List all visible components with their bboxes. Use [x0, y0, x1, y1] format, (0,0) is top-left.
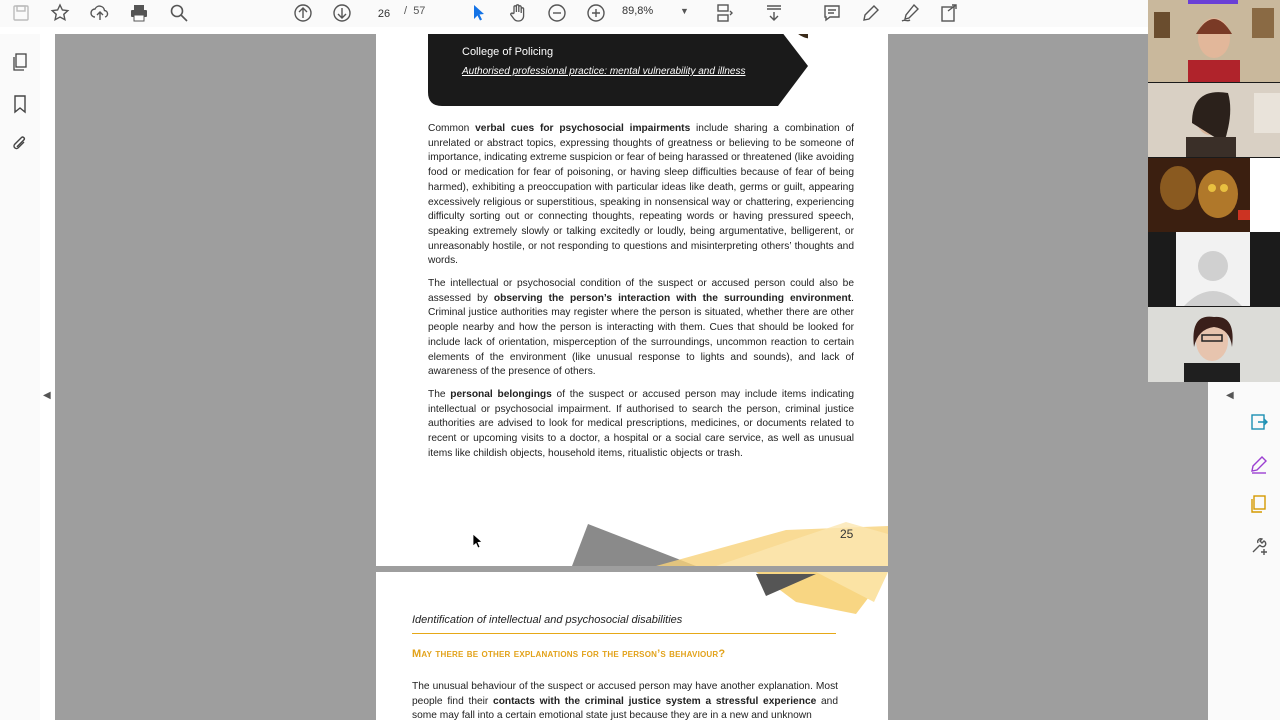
participant-avatar-placeholder[interactable] [1148, 232, 1280, 306]
right-pane-collapse-icon[interactable]: ◀ [1226, 390, 1234, 401]
paragraph-bold-phrase: personal belongings [450, 389, 552, 400]
paragraph-text: of the suspect or accused person may include items indicating intellectual or psychosocial impairment. If authorised to search the person, criminal justice authorities are advised to look for medical prescriptions, medicines, or documents related to recent or upcoming visits to a doctor, a hospital or a social care service, as well as unusual items like childish objects, household items, ritualistic objects or trash. [428, 389, 855, 459]
export-pdf-icon[interactable] [1247, 410, 1271, 434]
quote-author: College of Policing [462, 46, 554, 58]
pdf-page-26 [376, 572, 888, 720]
mouse-cursor-icon [472, 533, 484, 549]
page-total: 57 [413, 5, 426, 17]
upload-icon[interactable] [88, 2, 112, 24]
print-icon[interactable] [127, 2, 151, 24]
section-heading: May there be other explanations for the person’s behaviour? [412, 648, 726, 660]
chapter-header: Identification of intellectual and psychosocial disabilities [412, 614, 683, 626]
page-count-label [404, 5, 425, 17]
quote-reference: Authorised professional practice: mental vulnerability and illness [462, 66, 746, 77]
highlight-pen-icon[interactable] [859, 2, 883, 24]
page-up-icon[interactable] [291, 2, 315, 24]
scroll-mode-icon[interactable] [762, 2, 786, 24]
participant-video-3[interactable] [1148, 158, 1280, 232]
page-number: 25 [840, 527, 854, 541]
paragraph-other-explanations [412, 680, 838, 720]
paragraph-bold-phrase: verbal cues for psychosocial impairments [475, 123, 691, 134]
paragraph-text: and some may fall into a certain emotional state just because they are in a new and unknown [412, 695, 839, 720]
participant-video-5[interactable] [1148, 307, 1280, 382]
bookmark-icon[interactable] [8, 92, 32, 116]
more-tools-icon[interactable] [1247, 534, 1271, 558]
zoom-search-icon[interactable] [167, 2, 191, 24]
left-pane-collapse-icon[interactable]: ◀ [43, 390, 51, 401]
paragraph-verbal-cues [428, 122, 854, 269]
paragraph-text: The intellectual or psychosocial condition of the suspect or accused person could also be assessed by [428, 278, 854, 304]
page-thumbnails-icon[interactable] [8, 50, 32, 74]
page-header-decoration [756, 572, 888, 620]
paragraph-bold-phrase: contacts with the criminal justice system a stressful experience [493, 695, 817, 707]
zoom-out-icon[interactable] [545, 2, 569, 24]
participant-video-1[interactable] [1148, 0, 1280, 82]
share-icon[interactable] [937, 2, 961, 24]
hand-icon[interactable] [506, 2, 530, 24]
organize-pages-icon[interactable] [1247, 492, 1271, 516]
paragraph-environment [428, 277, 854, 380]
quote-callout [428, 34, 808, 108]
select-pointer-icon[interactable] [467, 2, 491, 24]
zoom-level-input[interactable]: 89,8% [622, 5, 654, 17]
page-fit-icon[interactable] [712, 2, 736, 24]
zoom-dropdown-icon[interactable]: ▼ [680, 6, 689, 16]
page-number-input[interactable]: 26 [377, 8, 391, 20]
star-icon[interactable] [48, 2, 72, 24]
page-separator: / [404, 5, 408, 17]
paragraph-text: The unusual behaviour of the suspect or accused person may have another explanation. Most people find their [412, 681, 838, 707]
sign-icon[interactable] [898, 2, 922, 24]
paragraph-belongings [428, 388, 854, 462]
page-down-icon[interactable] [330, 2, 354, 24]
save-icon[interactable] [9, 2, 33, 24]
paragraph-text: . Criminal justice authorities may register where the person is situated, whether there are other people nearby and how the person is interacting with them. Cues that should be looked for include lack of orientation, misperception of the surroundings, uncommon reaction to certain elements of the environment (like unusual response to lights and sounds), and lack of awareness of the presence of others. [428, 292, 854, 378]
participant-video-2[interactable] [1148, 83, 1280, 157]
paragraph-bold-phrase: observing the person’s interaction with the surrounding environment [493, 292, 852, 304]
paragraph-text: include sharing a combination of unrelated or abstract topics, expressing thoughts of greatness or believing to be someone of importance, indicating extreme suspicion or fear of being harassed or threatened (like avoiding food or medication for fear of poisoning, or having sleep difficulties because of fear of being harmed), exhibiting a preoccupation with particular ideas like death, germs or guilt, appearing excessively religious or superstitious, speaking in nonsensical way or chattering, experiencing difficulty sorting out or connecting thoughts, repeating words or having pressured speech, speaking extremely slowly or talking excitedly or loudly, being argumentative, belligerent, or unreasonably hostile, or not responding to questions and misinterpreting others’ thoughts and words. [428, 123, 854, 267]
paragraph-text: The [428, 389, 451, 400]
attachment-icon[interactable] [8, 132, 32, 156]
edit-pdf-icon[interactable] [1247, 452, 1271, 476]
comment-icon[interactable] [820, 2, 844, 24]
pdf-page-25 [376, 34, 888, 566]
main-toolbar [0, 0, 1148, 27]
paragraph-text: Common [428, 123, 476, 134]
header-divider [412, 633, 836, 634]
zoom-in-icon[interactable] [584, 2, 608, 24]
